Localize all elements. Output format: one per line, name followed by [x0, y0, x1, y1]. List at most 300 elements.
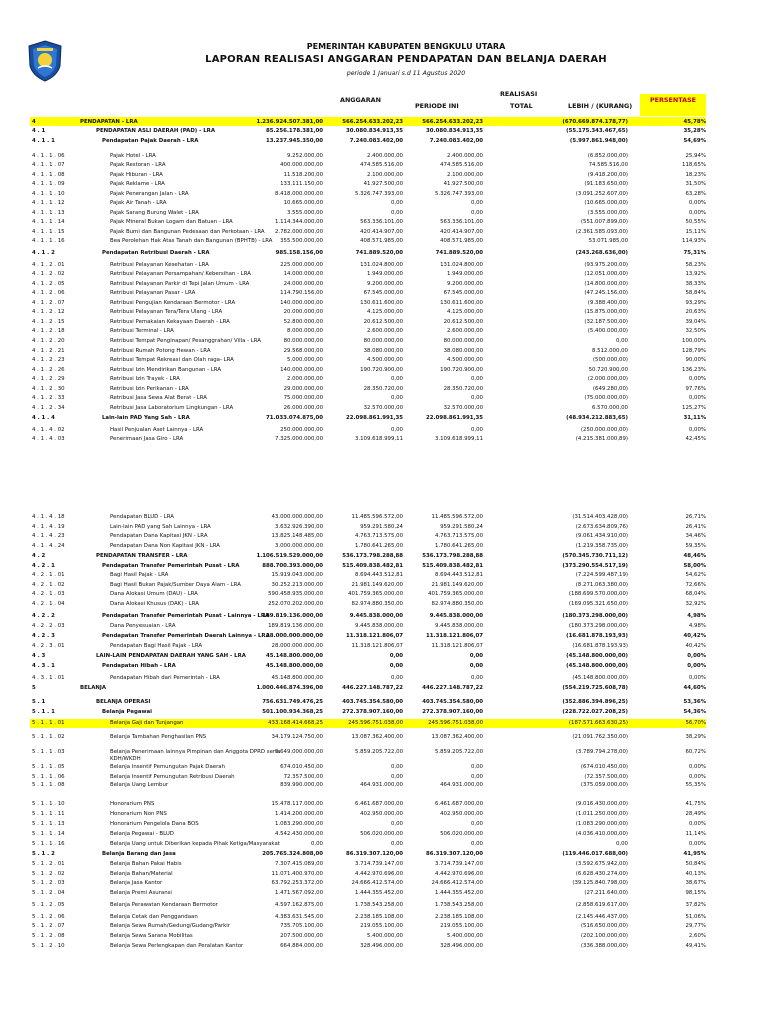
row-total: 272.378.907.160,00: [422, 709, 483, 715]
table-row: [0, 831, 768, 838]
row-name: Retribusi Pemakaian Kekayaan Daerah - LRA: [110, 319, 230, 325]
row-code: 4 . 1 . 1 . 12: [32, 200, 65, 206]
row-lebih-kurang: (7.224.599.487,19): [575, 572, 628, 578]
row-anggaran: 205.765.324.808,00: [262, 851, 323, 857]
row-persentase: 54,62%: [685, 572, 706, 578]
row-code: 4 . 1 . 2 . 30: [32, 386, 65, 392]
row-persentase: 0,00%: [688, 376, 706, 382]
row-periode-ini: 2.100.000,00: [366, 172, 403, 178]
row-lebih-kurang: (8.271.063.380,00): [575, 582, 628, 588]
row-persentase: 58,84%: [685, 290, 706, 296]
table-row: [0, 871, 768, 878]
row-lebih-kurang: (10.665.000,00): [584, 200, 628, 206]
table-row: [0, 415, 768, 422]
row-total: 5.400.000,00: [446, 933, 483, 939]
row-periode-ini: 563.336.101,00: [360, 219, 403, 225]
row-lebih-kurang: (670.669.874.178,77): [562, 119, 628, 125]
row-total: 515.409.838.482,81: [422, 563, 483, 569]
row-lebih-kurang: (5.400.000,00): [587, 328, 628, 334]
row-total: 959.291.580,24: [440, 524, 483, 530]
row-anggaran: 11.518.200,00: [283, 172, 323, 178]
table-row: [0, 774, 768, 781]
row-total: 2.600.000,00: [446, 328, 483, 334]
table-row: [0, 357, 768, 364]
table-row: [0, 405, 768, 412]
row-total: 2.238.185.108,00: [434, 914, 483, 920]
row-total: 420.414.907,00: [440, 229, 483, 235]
row-lebih-kurang: (2.145.446.437,00): [575, 914, 628, 920]
row-code: 4 . 1 . 2 . 06: [32, 290, 65, 296]
row-name: Retribusi Tempat Rekreasi dan Olah raga- LRA: [110, 357, 234, 363]
table-row: [0, 376, 768, 383]
row-name: Belanja Pegawai: [102, 709, 153, 715]
row-persentase: 0,00%: [688, 200, 706, 206]
table-row: [0, 200, 768, 207]
table-row: [0, 633, 768, 640]
row-periode-ini: 3.109.618.999,11: [354, 436, 403, 442]
row-total: 474.585.516,00: [440, 162, 483, 168]
table-row: [0, 348, 768, 355]
row-anggaran: 7.325.000.000,00: [274, 436, 323, 442]
row-persentase: 31,11%: [683, 415, 706, 421]
table-row: [0, 162, 768, 169]
row-total: 0,00: [470, 376, 483, 382]
row-lebih-kurang: (32.187.500,00): [584, 319, 628, 325]
table-row: [0, 880, 768, 887]
row-total: 401.759.365.000,00: [428, 591, 483, 597]
row-lebih-kurang: (119.446.017.688,00): [562, 851, 628, 857]
row-persentase: 45,78%: [683, 119, 706, 125]
row-periode-ini: 959.291.580,24: [360, 524, 403, 530]
row-persentase: 41,95%: [683, 851, 706, 857]
row-anggaran: 140.000.000,00: [280, 367, 323, 373]
report-title: LAPORAN REALISASI ANGGARAN PENDAPATAN DAN BELANJA DAERAH: [205, 54, 607, 65]
row-code: 5 . 1 . 2 . 08: [32, 933, 65, 939]
row-code: 5 . 1 . 1 . 08: [32, 782, 65, 788]
row-lebih-kurang: (375.059.000,00): [580, 782, 628, 788]
row-code: 4 . 1 . 2 . 05: [32, 281, 65, 287]
row-code: 4 . 1 . 1 . 13: [32, 210, 65, 216]
row-lebih-kurang: (39.125.840.798,00): [572, 880, 628, 886]
row-periode-ini: 2.400.000,00: [366, 153, 403, 159]
row-total: 245.596.751.038,00: [428, 720, 483, 726]
row-periode-ini: 219.055.100,00: [360, 923, 403, 929]
row-name: Bagi Hasil Pajak - LRA: [110, 572, 169, 578]
row-persentase: 26,41%: [685, 524, 706, 530]
row-persentase: 35,28%: [683, 128, 706, 134]
row-anggaran: 1.083.290.000,00: [274, 821, 323, 827]
row-persentase: 136,23%: [682, 367, 706, 373]
row-persentase: 54,69%: [683, 138, 706, 144]
table-row: [0, 851, 768, 858]
row-lebih-kurang: (45.148.800.000,00): [566, 663, 628, 669]
row-anggaran: 250.000.000,00: [280, 427, 323, 433]
row-code: 4 . 1 . 1 . 08: [32, 172, 65, 178]
row-total: 219.055.100,00: [440, 923, 483, 929]
row-code: 5 . 1 . 2: [32, 851, 55, 857]
row-name: Pajak Sarang Burung Walet - LRA: [110, 210, 199, 216]
row-anggaran: 24.000.000,00: [283, 281, 323, 287]
row-lebih-kurang: (4.215.381.000,89): [575, 436, 628, 442]
row-anggaran: 2.000.000,00: [286, 376, 323, 382]
row-lebih-kurang: (3.091.252.607,00): [575, 191, 628, 197]
row-code: 4 . 1 . 2 . 33: [32, 395, 65, 401]
row-name: Dana Alokasi Khusus (DAK) - LRA: [110, 601, 199, 607]
table-row: [0, 281, 768, 288]
row-anggaran: 29.000.000,00: [283, 386, 323, 392]
row-anggaran: 0,00: [310, 841, 323, 847]
row-persentase: 72,66%: [685, 582, 706, 588]
row-name: BELANJA: [80, 685, 107, 691]
row-total: 22.098.861.991,35: [426, 415, 483, 421]
row-name: Belanja Sewa Rumah/Gedung/Gudang/Parkir: [110, 923, 230, 929]
row-name: Belanja Tambahan Penghasilan PNS: [110, 734, 207, 740]
row-lebih-kurang: (45.148.800.000,00): [572, 675, 628, 681]
row-code: 4 . 1 . 4 . 02: [32, 427, 65, 433]
row-code: 4 . 2 . 1 . 04: [32, 601, 65, 607]
row-persentase: 56,70%: [685, 720, 706, 726]
row-anggaran: 735.705.100,00: [280, 923, 323, 929]
row-total: 38.080.000,00: [443, 348, 483, 354]
table-row: [0, 238, 768, 245]
table-row: [0, 764, 768, 771]
row-anggaran: 888.700.393.000,00: [262, 563, 323, 569]
row-total: 5.326.747.393,00: [434, 191, 483, 197]
row-periode-ini: 446.227.148.787,22: [342, 685, 403, 691]
row-total: 0,00: [470, 841, 483, 847]
table-row: [0, 914, 768, 921]
row-periode-ini: 130.611.600,00: [360, 300, 403, 306]
row-lebih-kurang: 0,00: [615, 841, 628, 847]
row-name: Pajak Restoran - LRA: [110, 162, 166, 168]
row-anggaran: 433.168.414.668,25: [268, 720, 323, 726]
row-name: Hasil Penjualan Aset Lainnya - LRA: [110, 427, 204, 433]
row-periode-ini: 1.738.543.258,00: [354, 902, 403, 908]
row-total: 0,00: [470, 200, 483, 206]
row-persentase: 100,00%: [682, 338, 706, 344]
row-anggaran: 26.000.000,00: [283, 405, 323, 411]
row-periode-ini: 0,00: [389, 663, 403, 669]
row-anggaran: 839.990.000,00: [280, 782, 323, 788]
row-periode-ini: 30.080.834.913,35: [346, 128, 403, 134]
table-row: [0, 229, 768, 236]
row-periode-ini: 11.318.121.806,07: [351, 643, 403, 649]
row-total: 536.173.798.288,88: [422, 553, 483, 559]
row-periode-ini: 5.859.205.722,00: [354, 749, 403, 755]
row-periode-ini: 2.238.185.108,00: [354, 914, 403, 920]
row-periode-ini: 20.612.500,00: [363, 319, 403, 325]
row-anggaran: 4.383.631.545,00: [274, 914, 323, 920]
row-name: Belanja Perawatan Kendaraan Bermotor: [110, 902, 218, 908]
row-lebih-kurang: 6.570.000,00: [591, 405, 628, 411]
row-name: Penerimaan Jasa Giro - LRA: [110, 436, 184, 442]
row-anggaran: 10.665.000,00: [283, 200, 323, 206]
table-row: [0, 801, 768, 808]
row-lebih-kurang: (2.673.634.809,76): [575, 524, 628, 530]
col-lebih-kurang: LEBIH / (KURANG): [568, 102, 633, 110]
row-total: 3.714.739.147,00: [434, 861, 483, 867]
row-code: 4 . 1 . 2 . 23: [32, 357, 65, 363]
row-code: 5: [32, 685, 36, 691]
row-name: Retribusi Pelayanan Kesehatan - LRA: [110, 262, 209, 268]
row-total: 403.745.354.580,00: [422, 699, 483, 705]
row-lebih-kurang: (31.514.403.428,00): [572, 514, 628, 520]
row-persentase: 93,29%: [685, 300, 706, 306]
row-anggaran: 674.010.450,00: [280, 764, 323, 770]
row-total: 402.950.000,00: [440, 811, 483, 817]
row-name: Pajak Penerangan Jalan - LRA: [110, 191, 189, 197]
table-row: [0, 153, 768, 160]
row-periode-ini: 9.445.838.000,00: [354, 623, 403, 629]
row-persentase: 114,93%: [682, 238, 706, 244]
row-periode-ini: 0,00: [390, 821, 403, 827]
row-periode-ini: 4.763.713.575,00: [354, 533, 403, 539]
row-total: 6.461.687.000,00: [434, 801, 483, 807]
row-name: Pendapatan Pajak Daerah - LRA: [102, 138, 199, 144]
row-periode-ini: 3.714.739.147,00: [354, 861, 403, 867]
table-row: [0, 262, 768, 269]
row-total: 506.020.000,00: [440, 831, 483, 837]
row-lebih-kurang: (45.148.800.000,00): [566, 653, 628, 659]
row-lebih-kurang: (3.555.000,00): [587, 210, 628, 216]
row-periode-ini: 328.496.000,00: [360, 943, 403, 949]
row-persentase: 31,50%: [685, 181, 706, 187]
row-lebih-kurang: (6.628.430.274,00): [575, 871, 628, 877]
row-lebih-kurang: (91.183.650,00): [584, 181, 628, 187]
report-period: periode 1 Januari s.d 11 Agustus 2020: [346, 70, 466, 77]
row-lebih-kurang: (202.100.000,00): [580, 933, 628, 939]
row-anggaran: 756.631.749.476,25: [262, 699, 323, 705]
row-code: 4 . 2 . 2 . 03: [32, 623, 65, 629]
row-total: 1.444.355.452,00: [434, 890, 483, 896]
row-total: 0,00: [470, 774, 483, 780]
row-name: Pendapatan Hibah dari Pemerintah - LRA: [110, 675, 220, 681]
row-anggaran: 590.458.935.000,00: [268, 591, 323, 597]
row-name: Pajak Air Tanah - LRA: [110, 200, 167, 206]
row-persentase: 75,31%: [683, 250, 706, 256]
row-anggaran: 13.825.148.485,00: [271, 533, 323, 539]
row-anggaran: 225.000.000,00: [280, 262, 323, 268]
row-name: Dana Alokasi Umum (DAU) - LRA: [110, 591, 198, 597]
row-total: 0,00: [470, 675, 483, 681]
row-persentase: 68,04%: [685, 591, 706, 597]
row-total: 9.445.838.000,00: [434, 623, 483, 629]
row-persentase: 32,50%: [685, 328, 706, 334]
row-persentase: 34,46%: [685, 533, 706, 539]
row-persentase: 25,94%: [685, 153, 706, 159]
row-lebih-kurang: (554.219.725.608,78): [562, 685, 628, 691]
row-lebih-kurang: 53.071.985,00: [588, 238, 628, 244]
row-total: 0,00: [470, 764, 483, 770]
row-name: Retribusi Izin Mendirikan Bangunan - LRA: [110, 367, 222, 373]
row-code: 4 . 1 . 2 . 34: [32, 405, 65, 411]
row-total: 9.445.838.000,00: [429, 613, 483, 619]
row-periode-ini: 0,00: [390, 376, 403, 382]
row-lebih-kurang: (551.007.899,00): [580, 219, 628, 225]
row-lebih-kurang: (48.934.212.883,65): [566, 415, 628, 421]
table-row: [0, 734, 768, 741]
row-total: 86.319.307.120,00: [426, 851, 483, 857]
row-periode-ini: 32.570.000,00: [363, 405, 403, 411]
table-row: [0, 685, 768, 692]
row-name: Pajak Hotel - LRA: [110, 153, 156, 159]
row-periode-ini: 0,00: [390, 841, 403, 847]
row-code: 4 . 1 . 2 . 01: [32, 262, 65, 268]
row-persentase: 125,27%: [682, 405, 706, 411]
row-anggaran: 85.256.178.381,00: [266, 128, 323, 134]
row-lebih-kurang: (169.095.321.650,00): [568, 601, 628, 607]
row-periode-ini: 408.571.985,00: [360, 238, 403, 244]
row-persentase: 53,36%: [683, 699, 706, 705]
row-code: 5 . 1 . 1 . 02: [32, 734, 65, 740]
row-periode-ini: 86.319.307.120,00: [346, 851, 403, 857]
row-name: Pendapatan Transfer Pemerintah Pusat - LRA: [102, 563, 240, 569]
row-lebih-kurang: (75.000.000,00): [584, 395, 628, 401]
row-anggaran: 355.500.000,00: [280, 238, 323, 244]
row-lebih-kurang: (9.418.200,00): [587, 172, 628, 178]
row-anggaran: 9.649.000.000,00: [274, 749, 323, 755]
row-code: 4 . 2: [32, 553, 46, 559]
row-total: 4.763.713.575,00: [434, 533, 483, 539]
row-code: 5 . 1 . 2 . 06: [32, 914, 65, 920]
row-anggaran: 8.000.000,00: [286, 328, 323, 334]
row-periode-ini: 4.125.000,00: [366, 309, 403, 315]
table-row: [0, 210, 768, 217]
row-code: 4 . 2 . 3 . 01: [32, 643, 65, 649]
row-name: Retribusi Tempat Penginapan/ Pesanggrahan/ Villa - LRA: [110, 338, 261, 344]
row-periode-ini: 0,00: [390, 210, 403, 216]
row-code: 4 . 1 . 2 . 18: [32, 328, 65, 334]
table-row: [0, 191, 768, 198]
table-row: [0, 861, 768, 868]
row-name: Belanja Pegawai - BLUD: [110, 831, 174, 837]
row-anggaran: 45.148.800.000,00: [266, 663, 323, 669]
table-row: [0, 386, 768, 393]
row-total: 408.571.985,00: [440, 238, 483, 244]
row-periode-ini: 402.950.000,00: [360, 811, 403, 817]
row-persentase: 97,76%: [685, 386, 706, 392]
row-periode-ini: 82.974.880.350,00: [351, 601, 403, 607]
row-code: 5 . 1 . 2 . 04: [32, 890, 65, 896]
row-periode-ini: 4.442.970.696,00: [354, 871, 403, 877]
row-name: Pendapatan Retribusi Daerah - LRA: [102, 250, 210, 256]
row-name: Belanja Bahan Pakai Habis: [110, 861, 182, 867]
row-name: Retribusi Pelayanan Persampahan/ Kebersihan - LRA: [110, 271, 251, 277]
table-row: [0, 309, 768, 316]
row-name: Retribusi Jasa Sewa Alat Berat - LRA: [110, 395, 207, 401]
row-anggaran: 252.070.202.000,00: [268, 601, 323, 607]
row-lebih-kurang: (1.083.290.000,00): [575, 821, 628, 827]
row-anggaran: 30.252.213.000,00: [271, 582, 323, 588]
row-total: 563.336.101,00: [440, 219, 483, 225]
table-row: [0, 582, 768, 589]
row-anggaran: 5.000.000,00: [286, 357, 323, 363]
table-row: [0, 427, 768, 434]
row-total: 21.981.149.620,00: [431, 582, 483, 588]
row-total: 28.350.720,00: [443, 386, 483, 392]
table-row: [0, 563, 768, 570]
row-code: 5 . 1 . 1: [32, 709, 55, 715]
row-lebih-kurang: 8.512.000,00: [591, 348, 628, 354]
row-periode-ini: 464.931.000,00: [360, 782, 403, 788]
row-periode-ini: 8.694.443.512,81: [354, 572, 403, 578]
row-total: 8.694.443.512,81: [434, 572, 483, 578]
row-code: 4 . 1 . 2 . 20: [32, 338, 65, 344]
row-name: Pendapatan Hibah - LRA: [102, 663, 176, 669]
row-periode-ini: 1.949.000,00: [366, 271, 403, 277]
row-anggaran: 63.792.253.372,00: [271, 880, 323, 886]
table-row: [0, 271, 768, 278]
row-anggaran: 28.000.000.000,00: [271, 643, 323, 649]
row-anggaran: 1.414.200.000,00: [274, 811, 323, 817]
row-name: Honorarium PNS: [110, 801, 155, 807]
row-total: 1.949.000,00: [446, 271, 483, 277]
row-code: 4 . 2 . 2: [32, 613, 55, 619]
table-row: [0, 643, 768, 650]
table-row: [0, 623, 768, 630]
row-total: 464.931.000,00: [440, 782, 483, 788]
row-code: 5 . 1 . 1 . 14: [32, 831, 65, 837]
row-total: 11.485.596.572,00: [431, 514, 483, 520]
row-periode-ini: 0,00: [390, 675, 403, 681]
row-anggaran: 189.819.136.000,00: [262, 613, 323, 619]
row-persentase: 54,36%: [683, 709, 706, 715]
row-code: 4 . 2 . 1 . 03: [32, 591, 65, 597]
row-name: Pajak Bumi dan Bangunan Pedesaan dan Perkotaan - LRA: [110, 229, 265, 235]
row-persentase: 58,23%: [685, 262, 706, 268]
table-row: [0, 524, 768, 531]
table-row: [0, 821, 768, 828]
table-row: [0, 699, 768, 706]
row-total: 566.254.633.202,23: [422, 119, 483, 125]
row-periode-ini: 741.889.520,00: [355, 250, 403, 256]
row-persentase: 0,00%: [688, 774, 706, 780]
row-code: 5 . 1 . 1 . 10: [32, 801, 65, 807]
row-name: Pendapatan Transfer Pemerintah Daerah Lainnya - LRA: [102, 633, 270, 639]
row-name: Pendapatan Bagi Hasil Pajak - LRA: [110, 643, 203, 649]
table-row: [0, 709, 768, 716]
row-name: Retribusi Rumah Potong Hewan - LRA: [110, 348, 211, 354]
row-total: 4.125.000,00: [446, 309, 483, 315]
row-anggaran: 133.111.150,00: [280, 181, 323, 187]
row-anggaran: 4.597.162.875,00: [274, 902, 323, 908]
row-periode-ini: 38.080.000,00: [363, 348, 403, 354]
table-row: [0, 338, 768, 345]
row-total: 0,00: [470, 210, 483, 216]
row-name: Honorarium Non PNS: [110, 811, 167, 817]
row-code: 4 . 1 . 4 . 03: [32, 436, 65, 442]
table-row: [0, 119, 768, 126]
row-total: 0,00: [469, 653, 483, 659]
table-row: [0, 543, 768, 550]
row-total: 0,00: [470, 427, 483, 433]
row-lebih-kurang: (649.280,00): [592, 386, 628, 392]
col-realisasi: REALISASI: [500, 90, 538, 98]
row-lebih-kurang: (1.219.358.735,00): [575, 543, 628, 549]
row-periode-ini: 9.445.838.000,00: [349, 613, 403, 619]
table-row: [0, 720, 768, 727]
table-row: [0, 890, 768, 897]
row-total: 67.545.000,00: [443, 290, 483, 296]
row-anggaran: 140.000.000,00: [280, 300, 323, 306]
table-row: [0, 663, 768, 670]
row-persentase: 32,92%: [685, 601, 706, 607]
row-persentase: 15,11%: [685, 229, 706, 235]
table-row: [0, 613, 768, 620]
row-total: 446.227.148.787,22: [422, 685, 483, 691]
row-name: Belanja Sewa Sarana Mobilitas: [110, 933, 193, 939]
row-persentase: 39,04%: [685, 319, 706, 325]
